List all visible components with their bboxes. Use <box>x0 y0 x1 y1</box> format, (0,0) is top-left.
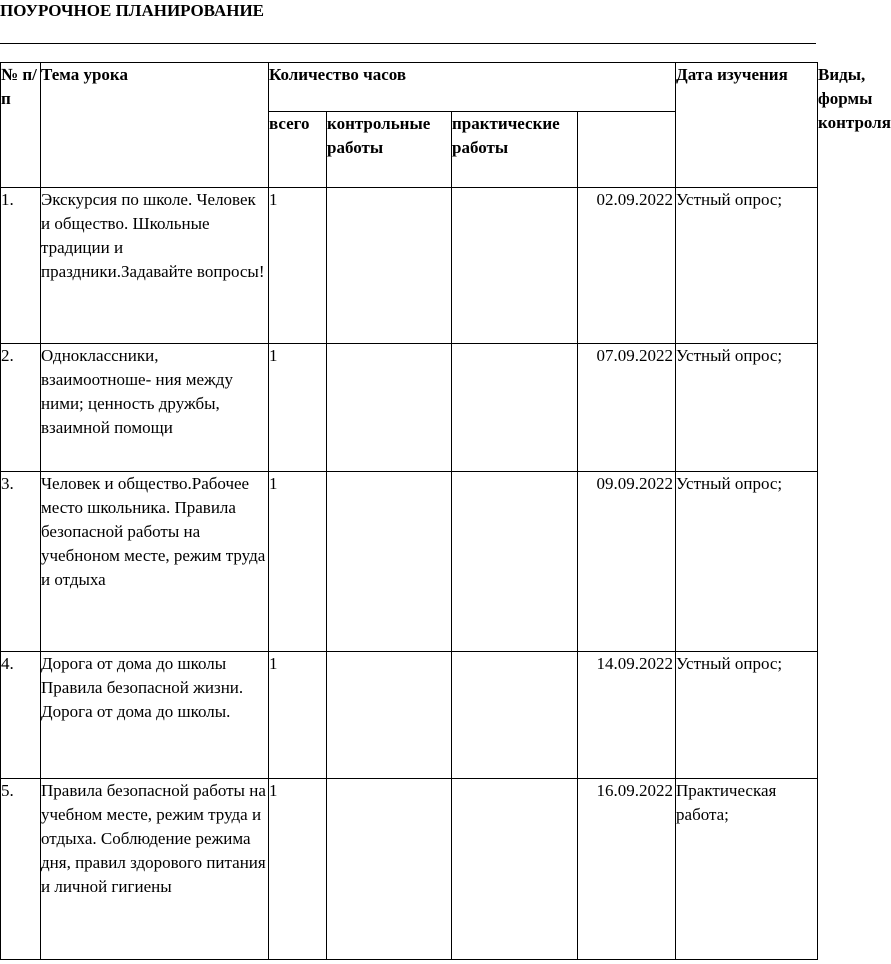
row-topic: Экскурсия по школе. Человек и общество. Школьные традиции и праздники.Задавайте вопросы! <box>41 188 269 344</box>
row-tests <box>327 472 452 652</box>
row-practical <box>452 188 578 344</box>
row-total: 1 <box>269 779 327 960</box>
row-control: Устный опрос; <box>676 344 818 472</box>
row-num: 2. <box>1 344 41 472</box>
header-empty <box>578 112 676 188</box>
header-tests: контрольные работы <box>327 112 452 188</box>
row-date: 16.09.2022 <box>578 779 676 960</box>
title-divider <box>0 43 816 44</box>
header-hours: Количество часов <box>269 63 676 112</box>
row-tests <box>327 779 452 960</box>
header-num: № п/п <box>1 63 41 188</box>
row-control: Устный опрос; <box>676 472 818 652</box>
row-topic: Правила безопасной работы на учебном месте, режим труда и отдыха. Соблюдение режима дня, правил здорового питания и личной гигиены <box>41 779 269 960</box>
row-tests <box>327 188 452 344</box>
header-practical: практические работы <box>452 112 578 188</box>
row-tests <box>327 652 452 779</box>
row-practical <box>452 652 578 779</box>
row-control: Устный опрос; <box>676 188 818 344</box>
row-total: 1 <box>269 472 327 652</box>
table-row <box>1 188 818 344</box>
lesson-plan-table <box>0 62 891 960</box>
row-tests <box>327 344 452 472</box>
row-date: 07.09.2022 <box>578 344 676 472</box>
row-topic: Одноклассники, взаимоотноше- ния между ними; ценность дружбы, взаимной помощи <box>41 344 269 472</box>
header-topic: Тема урока <box>41 63 269 188</box>
header-total: всего <box>269 112 327 188</box>
table-row <box>1 344 818 472</box>
row-total: 1 <box>269 188 327 344</box>
header-row: № п/п Тема урока Количество часов Дата изучения Виды, формы контроля <box>1 63 818 112</box>
row-practical <box>452 344 578 472</box>
row-practical <box>452 779 578 960</box>
row-num: 1. <box>1 188 41 344</box>
row-practical <box>452 472 578 652</box>
row-total: 1 <box>269 344 327 472</box>
table-row <box>1 652 818 779</box>
row-control: Практическая работа; <box>676 779 818 960</box>
row-date: 09.09.2022 <box>578 472 676 652</box>
row-topic: Человек и общество.Рабочее место школьника. Правила безопасной работы на учебноном месте, режим труда и отдыха <box>41 472 269 652</box>
row-topic: Дорога от дома до школы Правила безопасной жизни. Дорога от дома до школы. <box>41 652 269 779</box>
row-date: 02.09.2022 <box>578 188 676 344</box>
page-title: ПОУРОЧНОЕ ПЛАНИРОВАНИЕ <box>0 1 265 20</box>
row-total: 1 <box>269 652 327 779</box>
row-num: 3. <box>1 472 41 652</box>
table-row <box>1 779 818 960</box>
row-num: 5. <box>1 779 41 960</box>
header-date: Дата изучения <box>676 63 818 188</box>
row-date: 14.09.2022 <box>578 652 676 779</box>
row-num: 4. <box>1 652 41 779</box>
table-row <box>1 472 818 652</box>
row-control: Устный опрос; <box>676 652 818 779</box>
